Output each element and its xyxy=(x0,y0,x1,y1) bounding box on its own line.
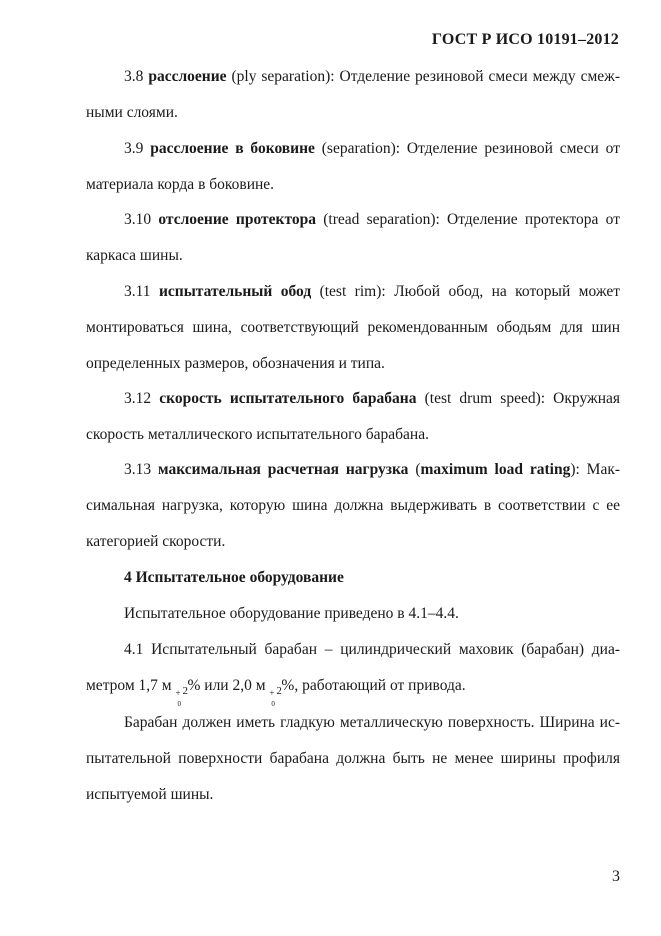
tol-lower: 0 xyxy=(271,700,275,709)
paragraph-line xyxy=(86,452,620,488)
term: максимальная расчетная нагрузка xyxy=(158,461,409,478)
tolerance-2 xyxy=(269,677,282,709)
clause-number: 3.8 xyxy=(124,68,144,85)
paragraph-line xyxy=(86,381,620,417)
clause-4-1 xyxy=(86,632,620,709)
section-heading-text: 4 Испытательное оборудование xyxy=(124,569,344,586)
definition-text: ): Мак- xyxy=(570,461,621,478)
definition-3-10 xyxy=(86,202,620,274)
definition-3-12 xyxy=(86,381,620,453)
paragraph-line xyxy=(86,59,620,95)
tol-value: 2 xyxy=(276,685,282,698)
paragraph-line: ными слоями. xyxy=(86,104,178,121)
clause-number: 3.9 xyxy=(124,140,144,157)
document-header: ГОСТ Р ИСО 10191–2012 xyxy=(431,31,619,48)
clause-number: 3.12 xyxy=(124,390,152,407)
tol-lower: 0 xyxy=(177,700,181,709)
definition-3-9 xyxy=(86,131,620,203)
definition-text: (test drum speed): Окружная xyxy=(424,390,621,407)
definition-text: (ply separation): Отделение резиновой смеси между смеж- xyxy=(231,68,621,85)
page-number: 3 xyxy=(612,868,620,885)
paragraph-line: категорией скорости. xyxy=(86,533,226,550)
paragraph-line: Барабан должен иметь гладкую металлическую поверхность. Ширина ис- xyxy=(124,714,620,731)
definition-text: (separation): Отделение резиновой смеси от xyxy=(321,140,620,157)
term: расслоение xyxy=(148,68,227,85)
term: испытательный обод xyxy=(158,283,312,300)
paragraph-line: симальная нагрузка, которую шина должна выдерживать в соответствии с ее xyxy=(86,497,620,514)
paragraph-line xyxy=(86,274,620,310)
paragraph-line: определенных размеров, обозначения и типа. xyxy=(86,355,385,372)
tolerance-1 xyxy=(175,677,188,709)
text: % или 2,0 м xyxy=(187,677,266,694)
definition-text: (tread separation): Отделение протектора от xyxy=(323,211,620,228)
clause-number: 3.13 xyxy=(124,461,152,478)
term: расслоение в боковине xyxy=(150,140,315,157)
clause-number: 3.11 xyxy=(124,283,151,300)
term: отслоение протектора xyxy=(158,211,316,228)
definition-3-13 xyxy=(86,452,620,560)
term-english: maximum load rating xyxy=(420,461,571,478)
definition-3-8 xyxy=(86,59,620,131)
term: скорость испытательного барабана xyxy=(159,390,417,407)
clause-number: 3.10 xyxy=(124,211,152,228)
section-intro: Испытательное оборудование приведено в 4.1–4.4. xyxy=(124,605,459,622)
paragraph-line: каркаса шины. xyxy=(86,247,183,264)
definition-text: (test rim): Любой обод, на который может xyxy=(319,283,620,300)
paragraph-line: испытуемой шины. xyxy=(86,786,214,803)
paragraph-line xyxy=(86,202,620,238)
paragraph-line: материала корда в боковине. xyxy=(86,176,275,193)
section-heading xyxy=(86,560,620,596)
paragraph-line xyxy=(86,668,620,709)
tol-upper: + xyxy=(269,688,275,699)
paren: ( xyxy=(415,461,421,478)
tol-upper: + xyxy=(175,688,181,699)
text: %, работающий от привода. xyxy=(281,677,466,694)
drum-paragraph xyxy=(86,705,620,813)
text: метром 1,7 м xyxy=(86,677,172,694)
tol-value: 2 xyxy=(182,685,188,698)
paragraph-line: монтироваться шина, соответствующий рекомендованным ободьям для шин xyxy=(86,319,620,336)
section-4 xyxy=(86,560,620,632)
paragraph-line: пытательной поверхности барабана должна быть не менее ширины профиля xyxy=(86,750,620,767)
definition-3-11 xyxy=(86,274,620,382)
paragraph-line: 4.1 Испытательный барабан – цилиндрический маховик (барабан) диа- xyxy=(124,641,620,658)
paragraph-line: скорость металлического испытательного барабана. xyxy=(86,426,429,443)
paragraph-line xyxy=(86,131,620,167)
